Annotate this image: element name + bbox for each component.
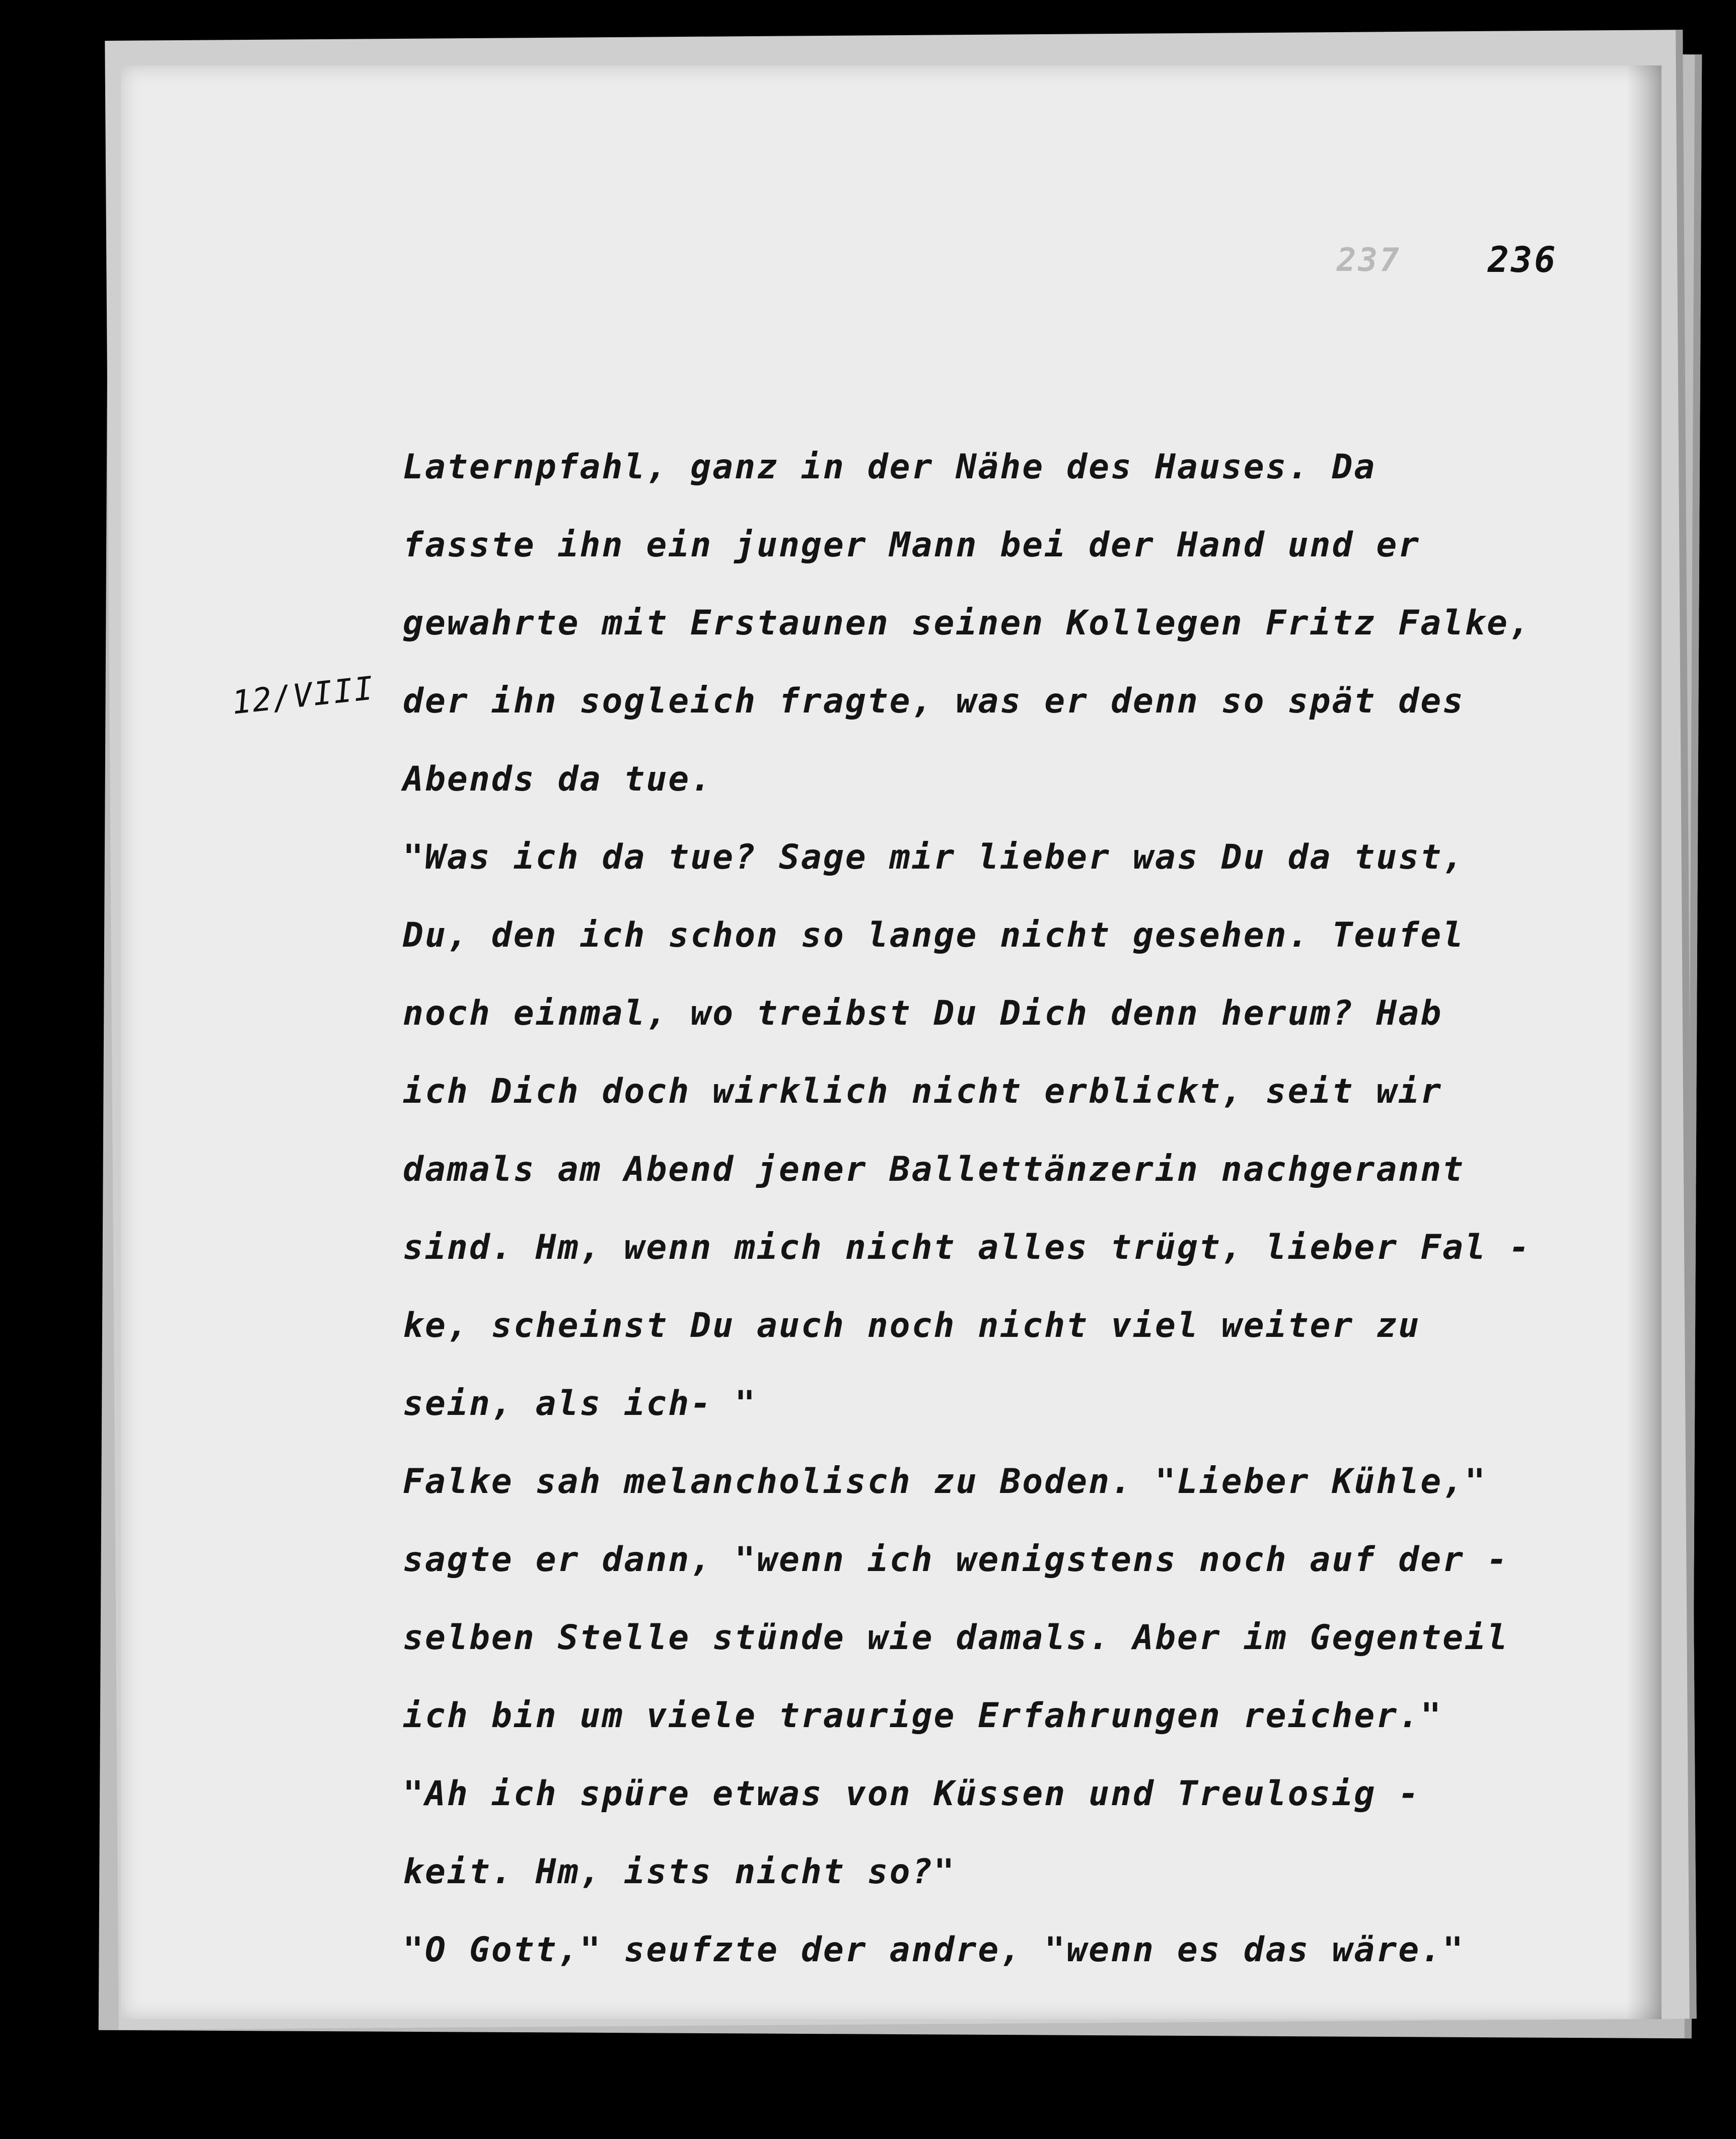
text-line: ke, scheinst Du auch noch nicht viel weiter zu xyxy=(403,1306,1421,1345)
text-line: damals am Abend jener Ballettänzerin nachgerannt xyxy=(403,1150,1465,1189)
margin-note: 12/VIII xyxy=(230,670,376,722)
text-line: keit. Hm, ists nicht so?" xyxy=(403,1852,956,1892)
text-line: der ihn sogleich fragte, was er denn so spät des xyxy=(403,681,1465,721)
text-line: gewahrte mit Erstaunen seinen Kollegen Fritz Falke, xyxy=(403,603,1531,643)
text-line: selben Stelle stünde wie damals. Aber im Gegenteil xyxy=(403,1618,1509,1658)
text-line: Abends da tue. xyxy=(403,759,713,799)
page-number-faint: 237 xyxy=(1337,242,1401,279)
text-line: noch einmal, wo treibst Du Dich denn herum? Hab xyxy=(403,993,1443,1033)
text-line: Du, den ich schon so lange nicht gesehen. Teufel xyxy=(403,915,1465,955)
text-line: ich Dich doch wirklich nicht erblickt, seit wir xyxy=(403,1072,1443,1111)
text-line: "O Gott," seufzte der andre, "wenn es das wäre." xyxy=(403,1930,1465,1970)
text-line: Falke sah melancholisch zu Boden. "Lieber Kühle," xyxy=(403,1462,1487,1502)
text-line: sein, als ich- " xyxy=(403,1384,757,1423)
text-line: "Ah ich spüre etwas von Küssen und Treulosig - xyxy=(403,1774,1421,1814)
text-line: "Was ich da tue? Sage mir lieber was Du da tust, xyxy=(403,837,1465,877)
text-line: ich bin um viele traurige Erfahrungen reicher." xyxy=(403,1696,1443,1736)
text-line: sind. Hm, wenn mich nicht alles trügt, lieber Fal - xyxy=(403,1228,1531,1267)
text-line: fasste ihn ein junger Mann bei der Hand und er xyxy=(403,525,1421,565)
body-text xyxy=(403,428,1736,1989)
text-line: sagte er dann, "wenn ich wenigstens noch auf der - xyxy=(403,1540,1509,1580)
text-line: Laternpfahl, ganz in der Nähe des Hauses. Da xyxy=(403,447,1377,487)
page-number: 236 xyxy=(1488,239,1558,280)
typewritten-page xyxy=(121,65,1661,2019)
